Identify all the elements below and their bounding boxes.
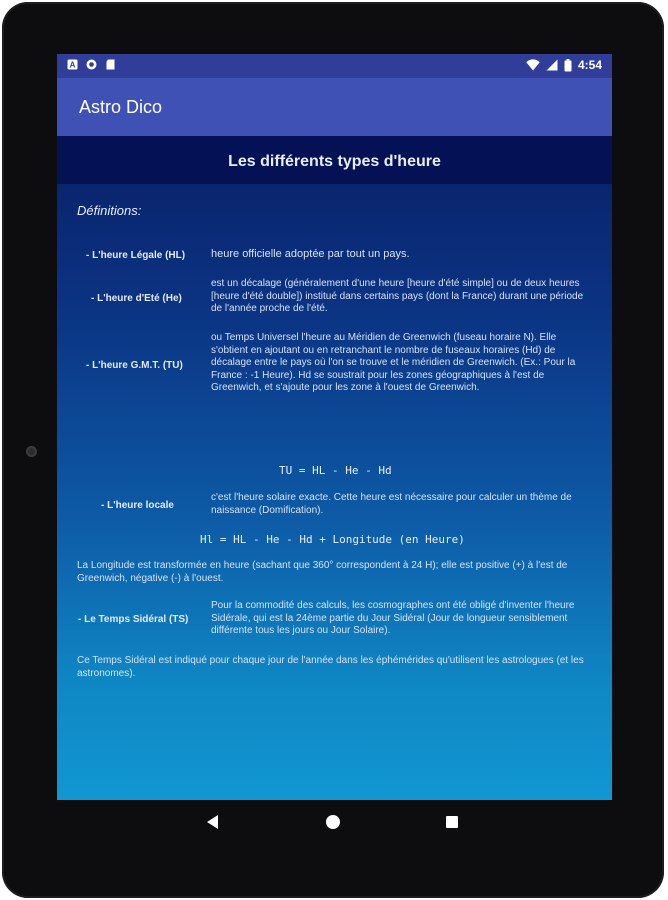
circle-icon — [86, 59, 97, 70]
definition-heure-gmt: ou Temps Universel l'heure au Méridien de Greenwich (fuseau horaire N). Elle s'obtient en ajoutant ou en retranchant le nombre de fuseaux horaires (Hd) de décalage entre le pays où l'on se trouve et le méridien de Greenwich. (Ex.: Pour la France : -1 Heure). Hd se soustrait pour les zones géographiques à l'est de Greenwich, et s'ajoute pour les zone à l'ouest de Greenwich. — [211, 332, 576, 393]
term-heure-locale: - L'heure locale — [101, 500, 174, 511]
longitude-note: La Longitude est transformée en heure (sachant que 360° correspondent à 24 H); elle est positive (+) à l'est de Greenwich, négative (-) à l'ouest. — [77, 560, 568, 584]
signal-icon — [546, 59, 558, 71]
formula-tu: TU = HL - He - Hd — [279, 464, 392, 477]
definition-temps-sideral: Pour la commodité des calculs, les cosmographes ont été obligé d'inventer l'heure Sidérale, qui est la 24ème partie du Jour Sidéral (Jour de longueur sensiblement différente tous les jours ou Jour Solaire). — [211, 600, 575, 636]
clock: 4:54 — [577, 58, 602, 72]
svg-text:A: A — [69, 60, 76, 70]
recent-apps-icon[interactable] — [446, 816, 458, 828]
navigation-bar — [0, 800, 668, 846]
formula-hl: Hl = HL - He - Hd + Longitude (en Heure) — [200, 533, 465, 546]
screen — [57, 54, 612, 800]
back-icon[interactable] — [207, 815, 218, 829]
term-heure-ete: - L'heure d'Eté (He) — [91, 293, 182, 304]
term-heure-gmt: - L'heure G.M.T. (TU) — [86, 360, 183, 371]
definition-heure-legale: heure officielle adoptée par tout un pays. — [211, 248, 410, 260]
definition-heure-ete: est un décalage (généralement d'une heure [heure d'été simple] ou de deux heures [heure d'été double]) institué dans certains pays (dont la France) durant une période de l'année proche de l'été. — [211, 278, 584, 314]
title-band — [57, 136, 612, 184]
definition-heure-locale: c'est l'heure solaire exacte. Cette heure est nécessaire pour calculer un thème de naissance (Domification). — [211, 492, 572, 516]
battery-icon — [564, 59, 572, 72]
term-temps-sideral: - Le Temps Sidéral (TS) — [78, 614, 189, 625]
notification-a-icon — [67, 59, 78, 70]
app-title: Astro Dico — [79, 97, 163, 117]
term-heure-legale: - L'heure Légale (HL) — [86, 250, 186, 261]
page-title: Les différents types d'heure — [228, 153, 441, 170]
status-bar — [57, 54, 612, 78]
sd-card-icon — [105, 59, 116, 70]
app-bar — [57, 78, 612, 136]
article-content[interactable] — [57, 136, 612, 800]
definitions-heading: Définitions: — [77, 203, 142, 218]
sideral-note: Ce Temps Sidéral est indiqué pour chaque jour de l'année dans les éphémérides qu'utilisent les astrologues (et les astronomes). — [77, 655, 584, 679]
home-icon[interactable] — [326, 815, 340, 829]
front-camera — [26, 446, 37, 457]
wifi-icon — [526, 59, 540, 71]
